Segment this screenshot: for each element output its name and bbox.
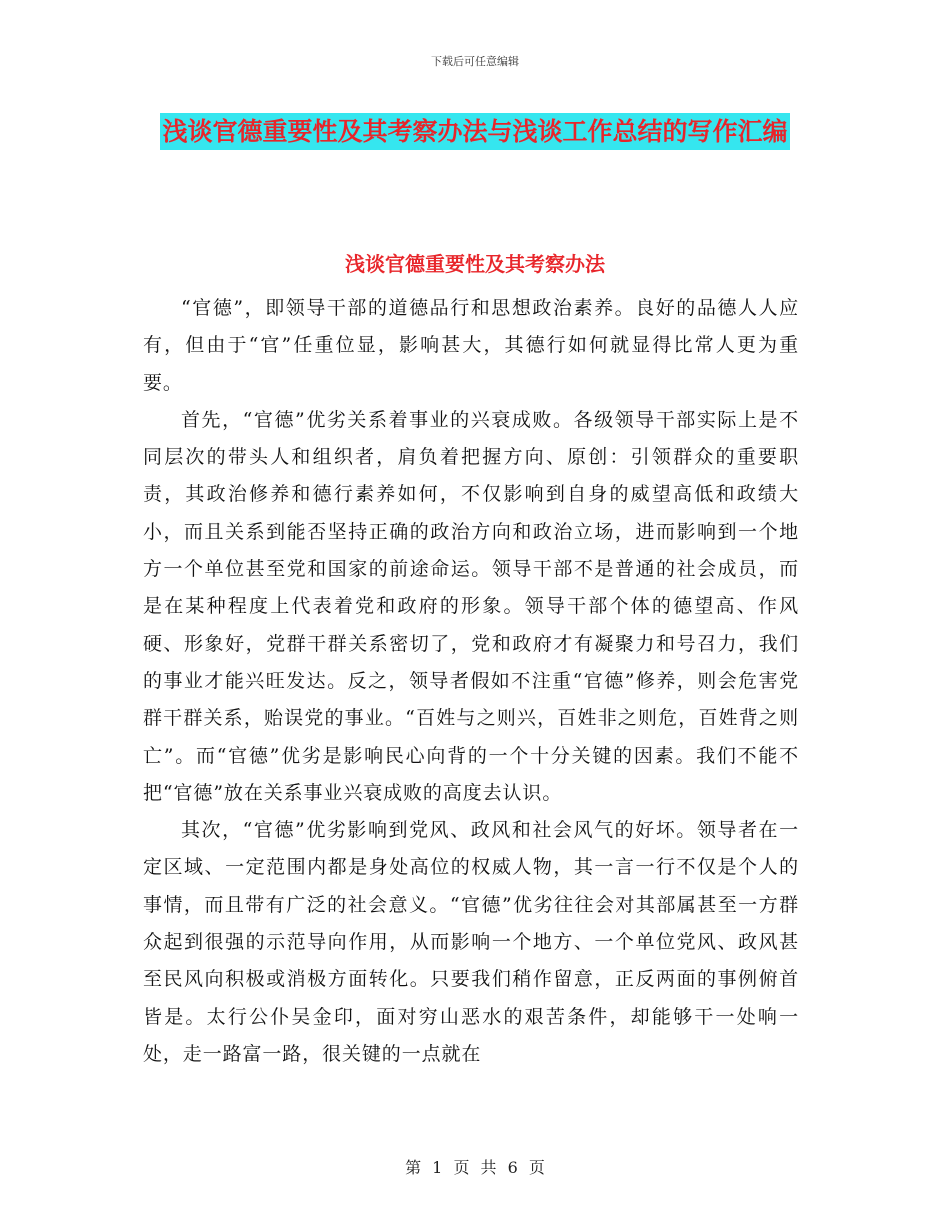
- page-number-footer: 第 1 页 共 6 页: [405, 1158, 545, 1177]
- header-note: 下载后可任意编辑: [431, 55, 519, 68]
- paragraph-2: 首先，“官德”优劣关系着事业的兴衰成败。各级领导干部实际上是不同层次的带头人和组织者，肩负着把握方向、原创：引领群众的重要职责，其政治修养和德行素养如何，不仅影响到自身的威望高低和政绩大小，而且关系到能否坚持正确的政治方向和政治立场，进而影响到一个地方一个单位甚至党和国家的前途命运。领导干部不是普通的社会成员，而是在某种程度上代表着党和政府的形象。领导干部个体的德望高、作风硬、形象好，党群干群关系密切了，党和政府才有凝聚力和号召力，我们的事业才能兴旺发达。反之，领导者假如不注重“官德”修养，则会危害党群干群关系，贻误党的事业。“百姓与之则兴，百姓非之则危，百姓背之则亡”。而“官德”优劣是影响民心向背的一个十分关键的因素。我们不能不把“官德”放在关系事业兴衰成败的高度去认识。: [143, 408, 799, 804]
- paragraph-1: “官德”，即领导干部的道德品行和思想政治素养。良好的品德人人应有，但由于“官”任重位显，影响甚大，其德行如何就显得比常人更为重要。: [143, 297, 799, 394]
- document-title-text: 浅谈官德重要性及其考察办法与浅谈工作总结的写作汇编: [160, 113, 789, 150]
- document-body: [143, 290, 799, 1073]
- paragraph-3: 其次，“官德”优劣影响到党风、政风和社会风气的好坏。领导者在一定区域、一定范围内都是身处高位的权威人物，其一言一行不仅是个人的事情，而且带有广泛的社会意义。“官德”优劣往往会对其部属甚至一方群众起到很强的示范导向作用，从而影响一个地方、一个单位党风、政风甚至民风向积极或消极方面转化。只要我们稍作留意，正反两面的事例俯首皆是。太行公仆吴金印，面对穷山恶水的艰苦条件，却能够干一处响一处，走一路富一路，很关键的一点就在: [143, 819, 799, 1065]
- section-title: 浅谈官德重要性及其考察办法: [345, 252, 605, 276]
- document-title: [145, 108, 805, 155]
